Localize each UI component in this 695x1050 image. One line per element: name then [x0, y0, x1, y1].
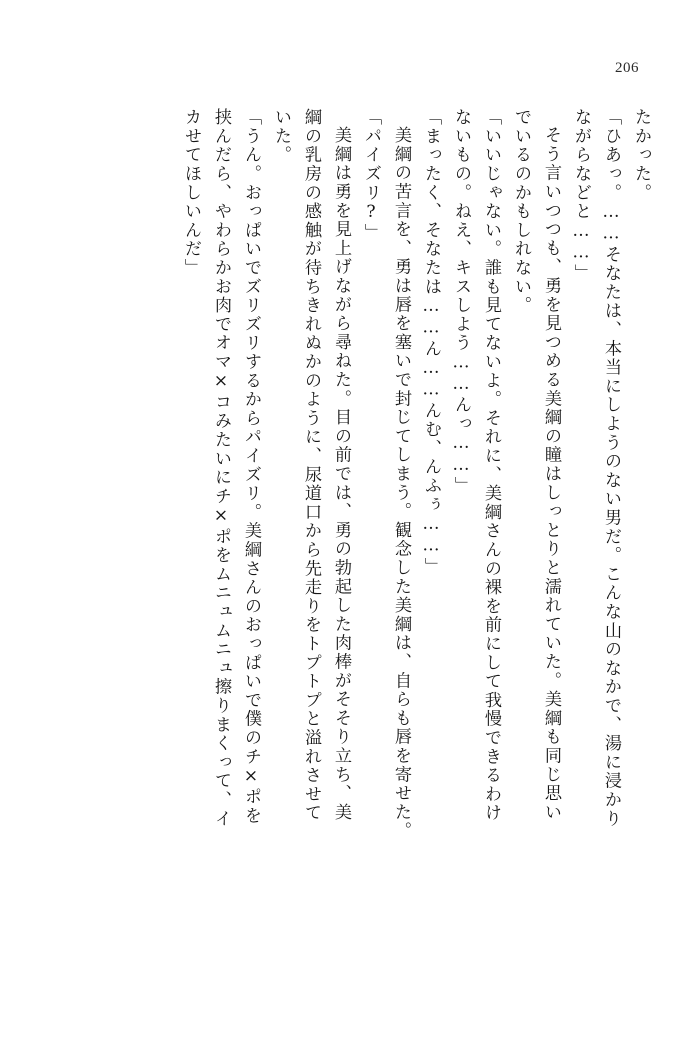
text-line: 美綱の苦言を、勇は唇を塞いで封じてしまう。観念した美綱は、自らも唇を寄せた。 — [391, 126, 411, 841]
text-line: 「ひあっ。……そなたは、本当にしようのない男だ。こんな山のなかで、湯に浸かり — [601, 108, 621, 828]
text-line: 「まったく、そなたは……ん……んむ、んふぅ……」 — [421, 108, 441, 576]
page-number: 206 — [615, 60, 639, 76]
text-line: 挟んだら、やわらかお肉でオマ×コみたいにチ×ポをムニュムニュ擦りまくって、イ — [211, 108, 231, 828]
text-line: ないもの。ねえ、キスしよう……んっ……」 — [451, 108, 471, 496]
page-text-body — [46, 108, 649, 988]
text-line: 「うん。おっぱいでズリズリするからパイズリ。美綱さんのおっぱいで僕のチ×ポを — [241, 108, 261, 826]
text-line: そう言いつつも、勇を見つめる美綱の瞳はしっとりと濡れていた。美綱も同じ思い — [541, 126, 561, 822]
text-line: 「いいじゃない。誰も見てないよ。それに、美綱さんの裸を前にして我慢できるわけ — [481, 108, 501, 823]
text-line: カせてほしいんだ」 — [181, 108, 201, 278]
text-line: 美綱は勇を見上げながら尋ねた。目の前では、勇の勃起した肉棒がそそり立ち、美 — [331, 126, 351, 822]
text-line: たかった。 — [631, 108, 651, 202]
text-line: 「パイズリ?」 — [361, 108, 381, 243]
text-line: いた。 — [271, 108, 291, 165]
text-line: ながらなどと……」 — [571, 108, 591, 283]
text-line: でいるのかもしれない。 — [511, 108, 531, 315]
text-line: 綱の乳房の感触が待ちきれぬかのように、尿道口から先走りをトプトプと溢れさせて — [301, 108, 321, 823]
